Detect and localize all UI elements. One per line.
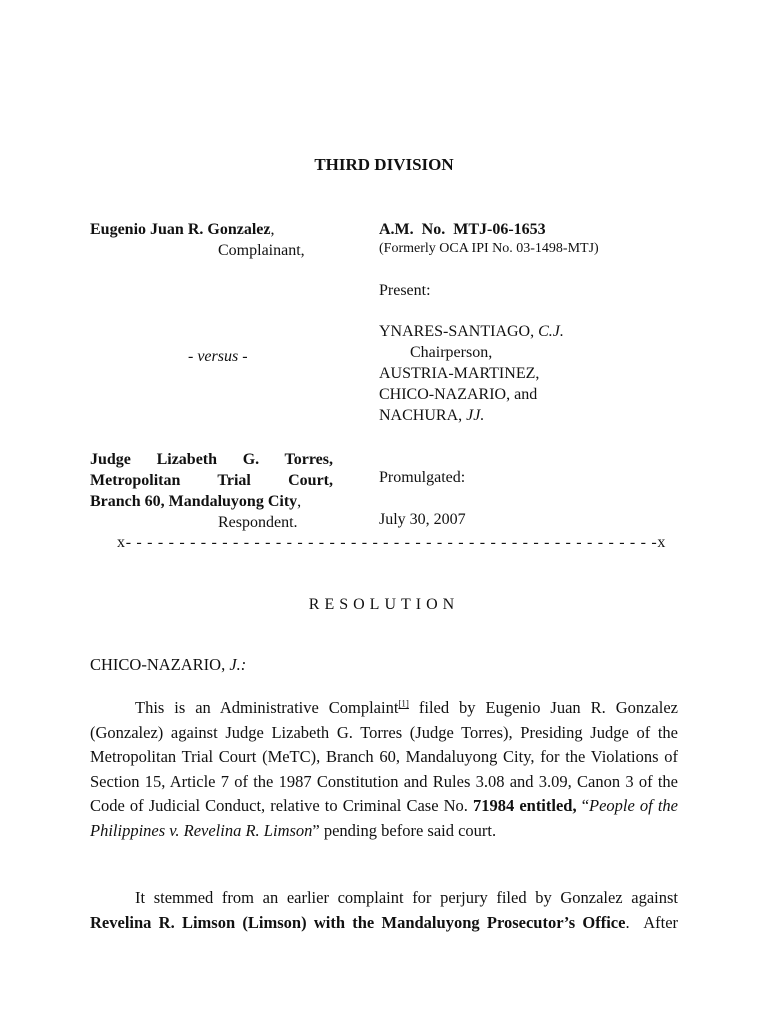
- justice-2: AUSTRIA-MARTINEZ,: [379, 365, 540, 382]
- promulgated-label: Promulgated:: [379, 469, 466, 486]
- justice-4: NACHURA, JJ.: [379, 407, 485, 424]
- respondent-role: Respondent.: [218, 514, 298, 531]
- paragraph-1: This is an Administrative Complaint[1] filed by Eugenio Juan R. Gonzalez (Gonzalez) against Judge Lizabeth G. Torres (Judge Torres), Presiding Judge of the Metropolitan Trial Court (MeTC), Branch 60, Mandaluyong City, for the Violations of Section 15, Article 7 of the 1987 Constitution and Rules 3.08 and 3.09, Canon 3 of the Code of Judicial Conduct, relative to Criminal Case No. 71984 entitled, “People of the Philippines v. Revelina R. Limson” pending before said court.: [90, 698, 678, 840]
- case-number: A.M. No. MTJ-06-1653: [379, 221, 546, 238]
- promulgated-date: July 30, 2007: [379, 511, 466, 528]
- justice-1: YNARES-SANTIAGO, C.J.: [379, 323, 564, 340]
- justice-chairperson: Chairperson,: [410, 344, 493, 361]
- justice-3: CHICO-NAZARIO, and: [379, 386, 538, 403]
- separator-line: x- - - - - - - - - - - - - - - - - - - - - - - - - - - - - - - - - - - - - - - - - - - - - - - - - -x: [117, 534, 667, 551]
- present-label: Present:: [379, 282, 431, 299]
- complainant-role: Complainant,: [218, 242, 305, 259]
- respondent-block: Judge Lizabeth G. Torres, Metropolitan Trial Court, Branch 60, Mandaluyong City,: [90, 451, 333, 510]
- versus-label: - versus -: [188, 348, 248, 365]
- resolution-heading: RESOLUTION: [308, 596, 460, 613]
- complainant-name: Eugenio Juan R. Gonzalez,: [90, 221, 275, 238]
- footnote-link[interactable]: [1]: [398, 698, 409, 709]
- ponente: CHICO-NAZARIO, J.:: [90, 655, 247, 674]
- division-heading: THIRD DIVISION: [314, 155, 454, 174]
- paragraph-2: It stemmed from an earlier complaint for perjury filed by Gonzalez against Revelina R. Limson (Limson) with the Mandaluyong Prosecutor’s Office. After: [90, 888, 679, 932]
- case-formerly: (Formerly OCA IPI No. 03-1498-MTJ): [379, 241, 599, 256]
